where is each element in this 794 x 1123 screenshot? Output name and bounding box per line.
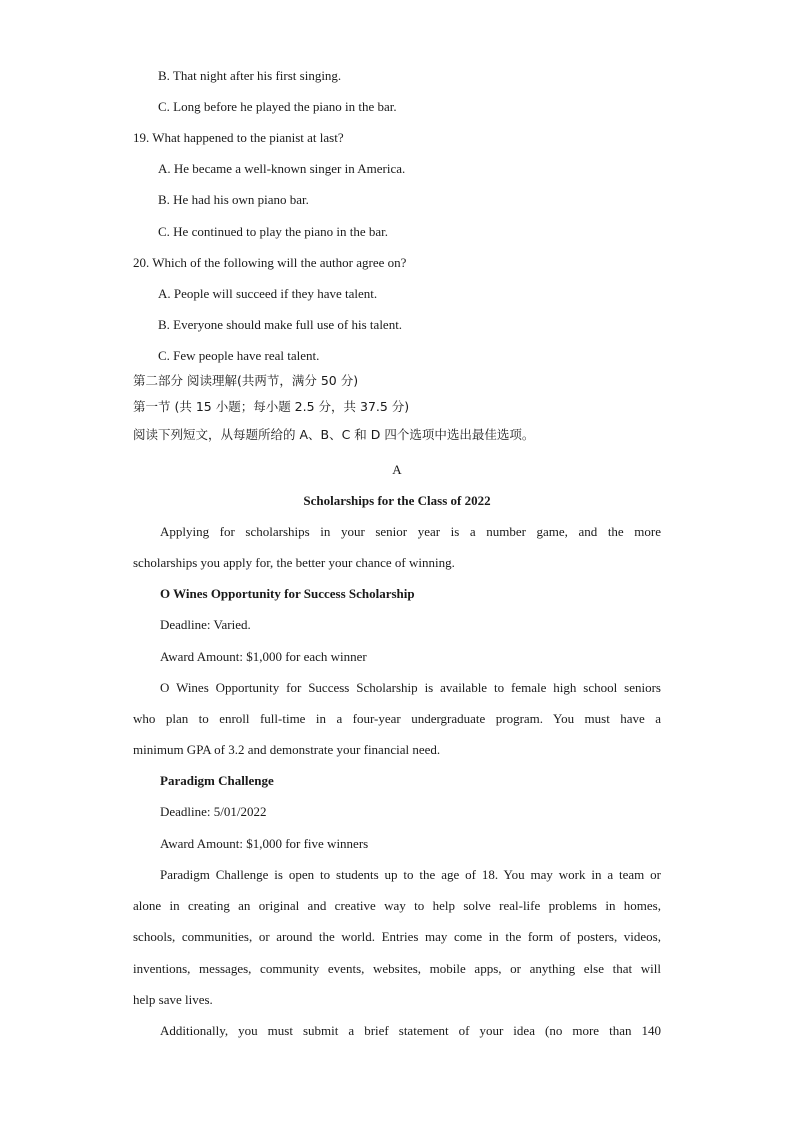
- q20-option-b: B. Everyone should make full use of his talent.: [158, 317, 403, 332]
- scholarship-2-body-line: schools, communities, or around the world. Entries may come in the form of posters, videos,: [133, 929, 661, 944]
- section-part2-heading: 第二部分 阅读理解(共两节，满分 50 分): [133, 373, 359, 388]
- q18-option-c: C. Long before he played the piano in the bar.: [158, 99, 397, 114]
- scholarship-1-deadline: Deadline: Varied.: [160, 617, 251, 632]
- scholarship-2-name: Paradigm Challenge: [160, 773, 274, 788]
- intro-line-2: scholarships you apply for, the better your chance of winning.: [133, 555, 455, 570]
- q19-stem: 19. What happened to the pianist at last?: [133, 130, 344, 145]
- scholarship-1-body-line: minimum GPA of 3.2 and demonstrate your financial need.: [133, 742, 441, 757]
- instruction-text: 阅读下列短文，从每题所给的 A、B、C 和 D 四个选项中选出最佳选项。: [133, 427, 535, 442]
- q20-option-c: C. Few people have real talent.: [158, 348, 320, 363]
- scholarship-1-award: Award Amount: $1,000 for each winner: [160, 649, 367, 664]
- q18-option-b: B. That night after his first singing.: [158, 68, 342, 83]
- scholarship-1-body-line: O Wines Opportunity for Success Scholarship is available to female high school seniors: [160, 680, 661, 695]
- passage-title: Scholarships for the Class of 2022: [303, 493, 491, 508]
- scholarship-2-deadline: Deadline: 5/01/2022: [160, 804, 267, 819]
- scholarship-2-award: Award Amount: $1,000 for five winners: [160, 836, 369, 851]
- q20-option-a: A. People will succeed if they have talent.: [158, 286, 378, 301]
- q19-option-c: C. He continued to play the piano in the bar.: [158, 224, 388, 239]
- scholarship-1-body-line: who plan to enroll full-time in a four-year undergraduate program. You must have a: [133, 711, 661, 726]
- q20-stem: 20. Which of the following will the author agree on?: [133, 255, 407, 270]
- scholarship-2-body-line: Additionally, you must submit a brief statement of your idea (no more than 140: [160, 1023, 661, 1038]
- section1-heading: 第一节 (共 15 小题；每小题 2.5 分，共 37.5 分): [133, 399, 410, 414]
- scholarship-2-body-line: alone in creating an original and creative way to help solve real-life problems in homes,: [133, 898, 661, 913]
- passage-label: A: [392, 462, 402, 477]
- scholarship-2-body-line: inventions, messages, community events, websites, mobile apps, or anything else that will: [133, 961, 661, 976]
- scholarship-2-body-line: Paradigm Challenge is open to students up to the age of 18. You may work in a team or: [160, 867, 661, 882]
- scholarship-2-body-line: help save lives.: [133, 992, 213, 1007]
- scholarship-1-name: O Wines Opportunity for Success Scholarship: [160, 586, 415, 601]
- q19-option-b: B. He had his own piano bar.: [158, 192, 309, 207]
- intro-line-1: Applying for scholarships in your senior year is a number game, and the more: [160, 524, 661, 539]
- q19-option-a: A. He became a well-known singer in America.: [158, 161, 406, 176]
